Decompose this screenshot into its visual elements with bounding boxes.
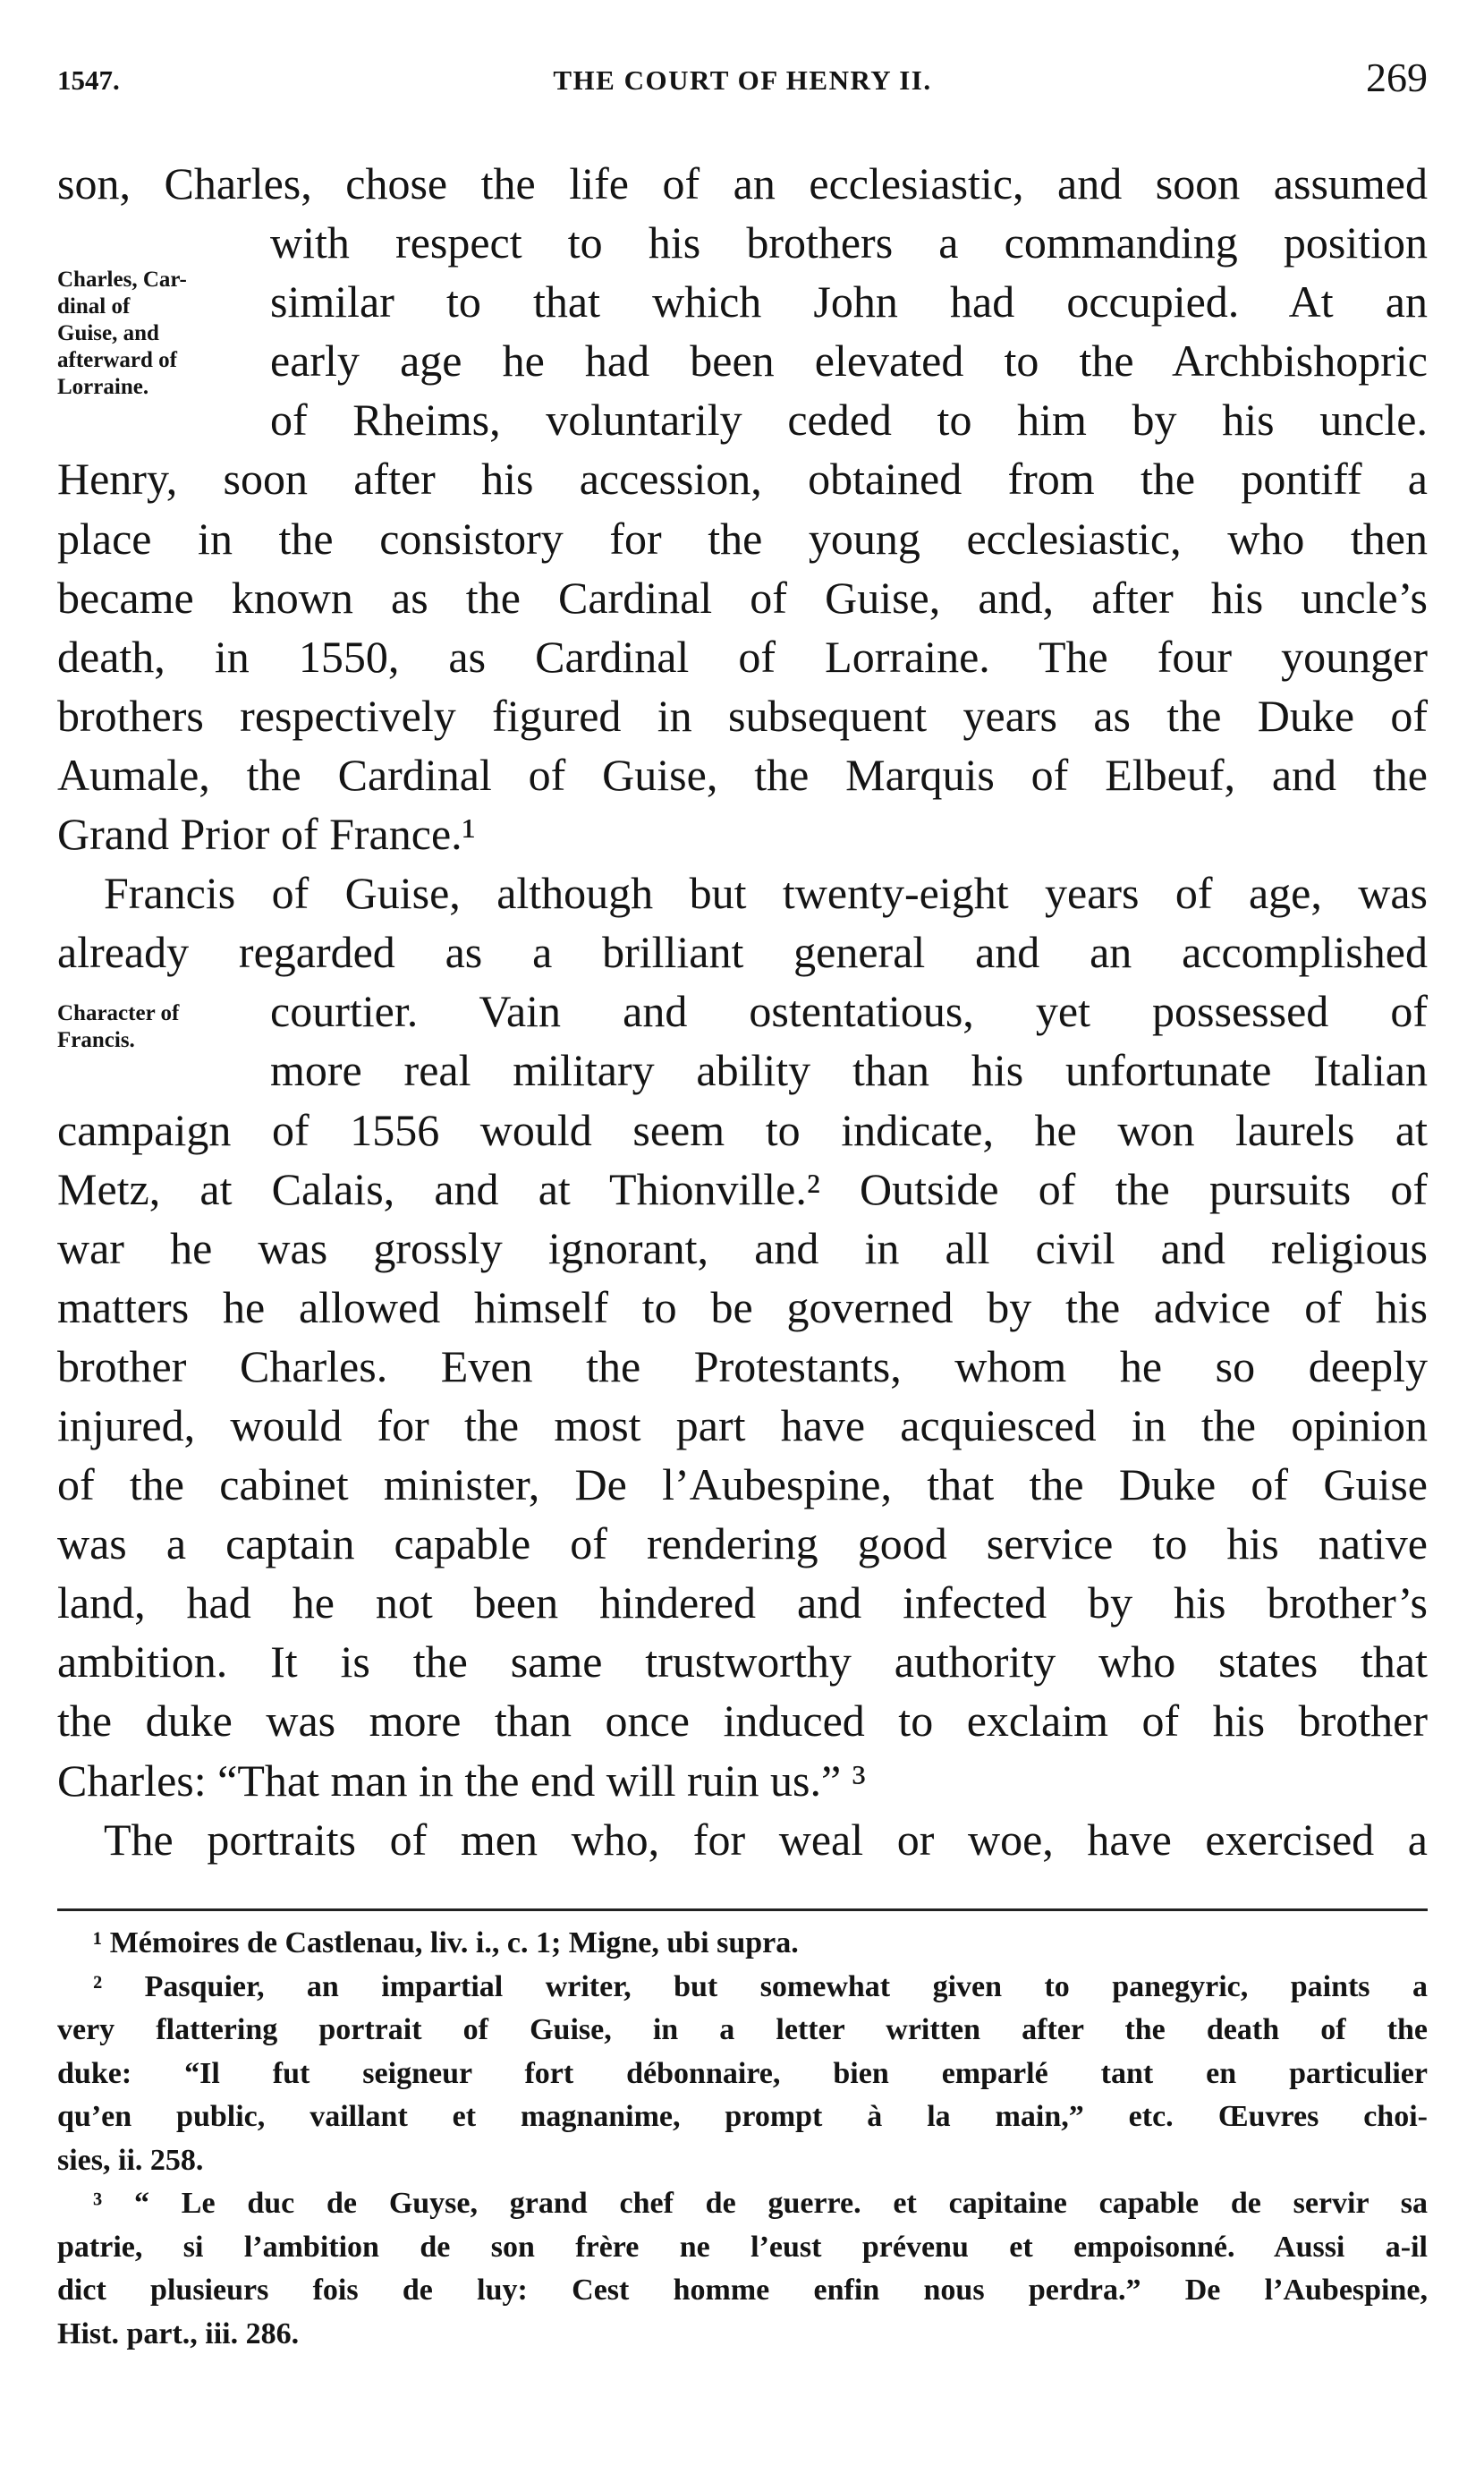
footnote-line: qu’en public, vaillant et magnanime, prompt à la main,” etc. Œuvres choi- [57,2100,1428,2133]
body-line: similar to that which John had occupied. At an [270,276,1428,327]
footnote-line: patrie, si l’ambition de son frère ne l’eust prévenu et empoisonné. Aussi a-il [57,2230,1428,2264]
footnote-line: dict plusieurs fois de luy: Cest homme enfin nous perdra.” De l’Aubespine, [57,2274,1428,2307]
body-line: of Rheims, voluntarily ceded to him by his uncle. [270,395,1428,446]
body-line: brothers respectively figured in subsequent years as the Duke of [57,690,1428,741]
body-line: became known as the Cardinal of Guise, and, after his uncle’s [57,572,1428,623]
footnote-line: very flattering portrait of Guise, in a letter written after the death of the [57,2013,1428,2046]
margin-note-francis: Character of Francis. [57,1001,180,1052]
body-line: was a captain capable of rendering good service to his native [57,1518,1428,1569]
body-line: place in the consistory for the young ecclesiastic, who then [57,513,1428,564]
header-title: THE COURT OF HENRY II. [553,64,932,96]
body-line: ambition. It is the same trustworthy authority who states that [57,1636,1428,1687]
body-line: Metz, at Calais, and at Thionville.² Outside of the pursuits of [57,1163,1428,1214]
footnote-line: ² Pasquier, an impartial writer, but somewhat given to panegyric, paints a [93,1969,1428,2003]
running-header [57,54,1428,116]
body-line: Francis of Guise, although but twenty-eight years of age, was [104,868,1428,919]
body-line: The portraits of men who, for weal or woe, have exercised a [104,1814,1428,1865]
body-line: Henry, soon after his accession, obtained from the pontiff a [57,454,1428,505]
body-line: already regarded as a brilliant general and an accomplished [57,927,1428,978]
body-line: campaign of 1556 would seem to indicate, he won laurels at [57,1104,1428,1155]
body-line: Grand Prior of France.¹ [57,809,476,860]
body-line: land, had he not been hindered and infected by his brother’s [57,1577,1428,1628]
main-text [57,154,1428,1869]
body-line: of the cabinet minister, De l’Aubespine, that the Duke of Guise [57,1459,1428,1510]
body-line: more real military ability than his unfortunate Italian [270,1045,1428,1096]
body-line: Aumale, the Cardinal of Guise, the Marquis of Elbeuf, and the [57,749,1428,800]
body-line: the duke was more than once induced to exclaim of his brother [57,1696,1428,1747]
header-year: 1547. [57,64,120,96]
footnotes [57,1922,1428,2356]
body-line: injured, would for the most part have acquiesced in the opinion [57,1399,1428,1450]
footnote-line: ³ “ Le duc de Guyse, grand chef de guerre. et capitaine capable de servir sa [93,2187,1428,2220]
page-number: 269 [1366,55,1428,100]
body-line: courtier. Vain and ostentatious, yet possessed of [270,986,1428,1037]
body-line: son, Charles, chose the life of an ecclesiastic, and soon assumed [57,158,1428,208]
body-line: war he was grossly ignorant, and in all civil and religious [57,1222,1428,1273]
footnote-line: duke: “Il fut seigneur fort débonnaire, bien emparlé tant en particulier [57,2056,1428,2090]
body-line: Charles: “That man in the end will ruin us.” ³ [57,1755,866,1806]
margin-note-charles: Charles, Car- dinal of Guise, and afterward of Lorraine. [57,268,187,399]
body-line: death, in 1550, as Cardinal of Lorraine. The four younger [57,631,1428,682]
footnote-line: ¹ Mémoires de Castlenau, liv. i., c. 1; Migne, ubi supra. [93,1926,799,1959]
footnote-line: Hist. part., iii. 286. [57,2316,300,2350]
footnote-line: sies, ii. 258. [57,2143,204,2177]
body-line: with respect to his brothers a commanding position [270,217,1428,268]
body-line: early age he had been elevated to the Archbishopric [270,336,1428,387]
body-line: brother Charles. Even the Protestants, whom he so deeply [57,1340,1428,1391]
footnote-divider [57,1908,1428,1911]
body-line: matters he allowed himself to be governed by the advice of his [57,1281,1428,1332]
